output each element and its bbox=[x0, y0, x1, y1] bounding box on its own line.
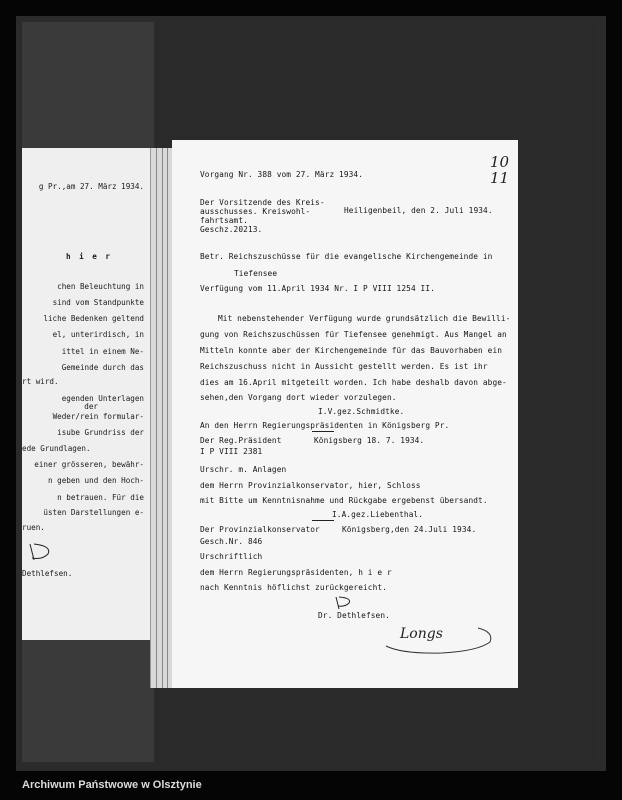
gesch-number: Gesch.Nr. 846 bbox=[200, 537, 263, 546]
back-line: Gemeinde durch das bbox=[61, 363, 144, 372]
sender-line: Geschz.20213. bbox=[200, 225, 263, 234]
archive-footer-label: Archiwum Państwowe w Olsztynie bbox=[22, 779, 202, 791]
sender-line: fahrtsamt. bbox=[200, 216, 248, 225]
page-fold-edge bbox=[150, 148, 174, 688]
urschriftlich-line: Urschriftlich bbox=[200, 552, 263, 561]
signature-liebenthal: I.A.gez.Liebenthal. bbox=[332, 510, 424, 519]
document-page bbox=[172, 140, 518, 688]
back-line: Dethlefsen. bbox=[22, 569, 73, 578]
body-line: Mit nebenstehender Verfügung wurde grundsätzlich die Bewilli- bbox=[218, 314, 511, 323]
reg-number: I P VIII 2381 bbox=[200, 447, 263, 456]
signature-mark bbox=[330, 594, 360, 612]
back-line: üsten Darstellungen e- bbox=[43, 508, 144, 517]
addressee-line: dem Herrn Provinzialkonservator, hier, Schloss bbox=[200, 481, 421, 490]
back-line: h i e r bbox=[65, 252, 112, 261]
back-line: n geben und den Hoch- bbox=[47, 476, 144, 485]
body-line: Mitteln konnte aber der Kirchengemeinde für das Bauvorhaben ein bbox=[200, 346, 503, 355]
body-line: sehen,den Vorgang dort wieder vorzulegen. bbox=[200, 393, 397, 402]
urschr-line: Urschr. m. Anlagen bbox=[200, 465, 287, 474]
back-line: rt wird. bbox=[22, 377, 59, 386]
separator-dash bbox=[312, 431, 334, 432]
back-line: ittel in einem Ne- bbox=[61, 347, 144, 356]
doc-header: Vorgang Nr. 388 vom 27. März 1934. bbox=[200, 170, 363, 179]
body-line: gung von Reichszuschüssen für Tiefensee genehmigt. Aus Mangel an bbox=[200, 330, 507, 339]
back-line: ruen. bbox=[22, 523, 45, 532]
signature-dethlefsen: Dr. Dethlefsen. bbox=[318, 611, 390, 620]
body-line: Reichszuschuss nicht in Aussicht gestellt werden. Es ist ihr bbox=[200, 362, 488, 371]
back-line: Weder/rein formular- bbox=[52, 412, 144, 421]
reg-president: Der Reg.Präsident bbox=[200, 436, 282, 445]
back-signature-mark bbox=[22, 540, 72, 566]
back-line: der bbox=[84, 402, 98, 411]
subject-line: Betr. Reichszuschüsse für die evangelische Kirchengemeinde in bbox=[200, 252, 493, 261]
folio-mark: 10 11 bbox=[490, 153, 510, 187]
addressee-line: dem Herrn Regierungspräsidenten, h i e r bbox=[200, 568, 392, 577]
back-page bbox=[22, 148, 150, 640]
separator-dash bbox=[312, 520, 334, 521]
back-line: el, unterirdisch, in bbox=[52, 330, 144, 339]
signature-schmidtke: I.V.gez.Schmidtke. bbox=[318, 407, 405, 416]
body-line: dies am 16.April mitgeteilt worden. Ich habe deshalb davon abge- bbox=[200, 378, 507, 387]
returned-line: nach Kenntnis höflichst zurückgereicht. bbox=[200, 583, 387, 592]
back-line: einer grösseren, bewähr- bbox=[34, 460, 144, 469]
request-line: mit Bitte um Kenntnisnahme und Rückgabe ergebenst übersandt. bbox=[200, 496, 488, 505]
back-line: ede Grundlagen. bbox=[22, 444, 91, 453]
decree-line: Verfügung vom 11.April 1934 Nr. I P VIII 1254 II. bbox=[200, 284, 435, 293]
handwritten-signature-text: Longs bbox=[400, 626, 443, 642]
addressee-line: An den Herrn Regierungspräsidenten in Königsberg Pr. bbox=[200, 421, 450, 430]
back-line: sind vom Standpunkte bbox=[52, 298, 144, 307]
place-date: Heiligenbeil, den 2. Juli 1934. bbox=[344, 206, 493, 215]
konservator-date: Königsberg,den 24.Juli 1934. bbox=[342, 525, 477, 534]
subject-line: Tiefensee bbox=[234, 269, 278, 278]
back-line: n betrauen. Für die bbox=[57, 493, 144, 502]
sender-line: Der Vorsitzende des Kreis- bbox=[200, 198, 325, 207]
back-line: liche Bedenken geltend bbox=[43, 314, 144, 323]
back-line: g Pr.,am 27. März 1934. bbox=[38, 182, 144, 191]
back-line: chen Beleuchtung in bbox=[57, 282, 144, 291]
sender-line: ausschusses. Kreiswohl- bbox=[200, 207, 311, 216]
back-line: egenden Unterlagen bbox=[61, 394, 144, 403]
konservator-line: Der Provinzialkonservator bbox=[200, 525, 320, 534]
reg-date: Königsberg 18. 7. 1934. bbox=[314, 436, 425, 445]
back-line: isube Grundriss der bbox=[57, 428, 144, 437]
